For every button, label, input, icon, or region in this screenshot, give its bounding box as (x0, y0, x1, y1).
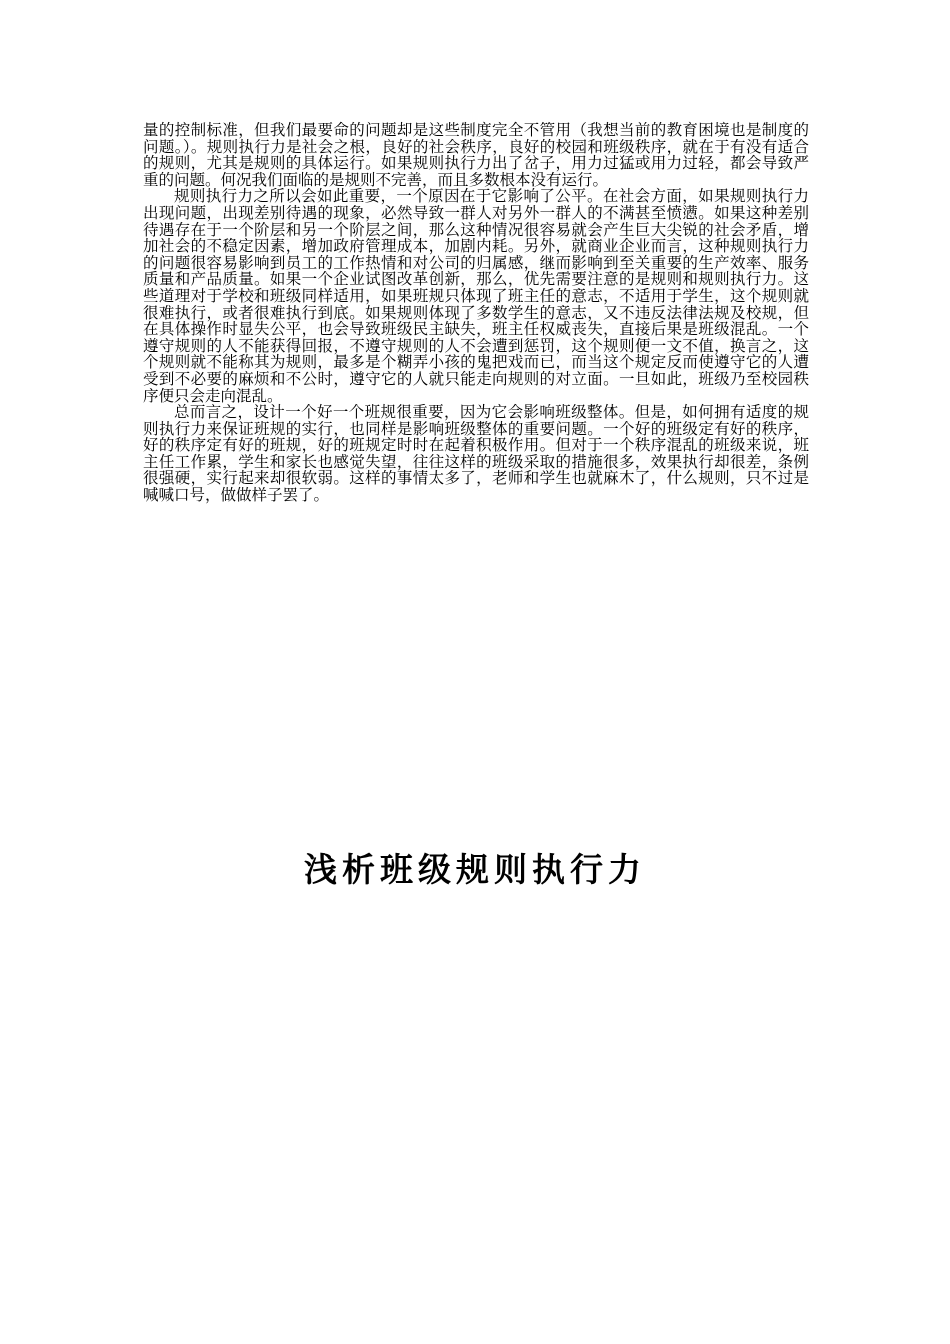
document-title: 浅析班级规则执行力 (304, 850, 646, 889)
body-text (143, 122, 809, 504)
paragraph-fairness: 规则执行力之所以会如此重要，一个原因在于它影响了公平。在社会方面，如果规则执行力出现问题，出现差别待遇的现象，必然导致一群人对另外一群人的不满甚至愤懑。如果这种差别待遇存在于一个阶层和另一个阶层之间，那么这种情况很容易就会产生巨大尖锐的社会矛盾，增加社会的不稳定因素，增加政府管理成本，加剧内耗。另外，就商业企业而言，这种规则执行力的问题很容易影响到员工的工作热情和对公司的归属感，继而影响到至关重要的生产效率、服务质量和产品质量。如果一个企业试图改革创新，那么，优先需要注意的是规则和规则执行力。这些道理对于学校和班级同样适用，如果班规只体现了班主任的意志，不适用于学生，这个规则就很难执行，或者很难执行到底。如果规则体现了多数学生的意志，又不违反法律法规及校规，但在具体操作时显失公平，也会导致班级民主缺失，班主任权威丧失，直接后果是班级混乱。一个遵守规则的人不能获得回报，不遵守规则的人不会遭到惩罚，这个规则便一文不值，换言之，这个规则就不能称其为规则，最多是个糊弄小孩的鬼把戏而已，而当这个规定反而使遵守它的人遭受到不必要的麻烦和不公时，遵守它的人就只能走向规则的对立面。一旦如此，班级乃至校园秩序便只会走向混乱。 (143, 187, 809, 405)
paragraph-continued: 量的控制标准，但我们最要命的问题却是这些制度完全不管用（我想当前的教育困境也是制度的问题。）。规则执行力是社会之根，良好的社会秩序，良好的校园和班级秩序，就在于有没有适合的规则，尤其是规则的具体运行。如果规则执行力出了岔子，用力过猛或用力过轻，都会导致严重的问题。何况我们面临的是规则不完善，而且多数根本没有运行。 (143, 121, 809, 189)
paragraph-conclusion: 总而言之，设计一个好一个班规很重要，因为它会影响班级整体。但是，如何拥有适度的规则执行力来保证班规的实行，也同样是影响班级整体的重要问题。一个好的班级定有好的秩序，好的秩序定有好的班规，好的班规定时时在起着积极作用。但对于一个秩序混乱的班级来说，班主任工作累，学生和家长也感觉失望，往往这样的班级采取的措施很多，效果执行却很差，条例很强硬，实行起来却很软弱。这样的事情太多了，老师和学生也就麻木了，什么规则，只不过是喊喊口号，做做样子罢了。 (143, 403, 809, 505)
